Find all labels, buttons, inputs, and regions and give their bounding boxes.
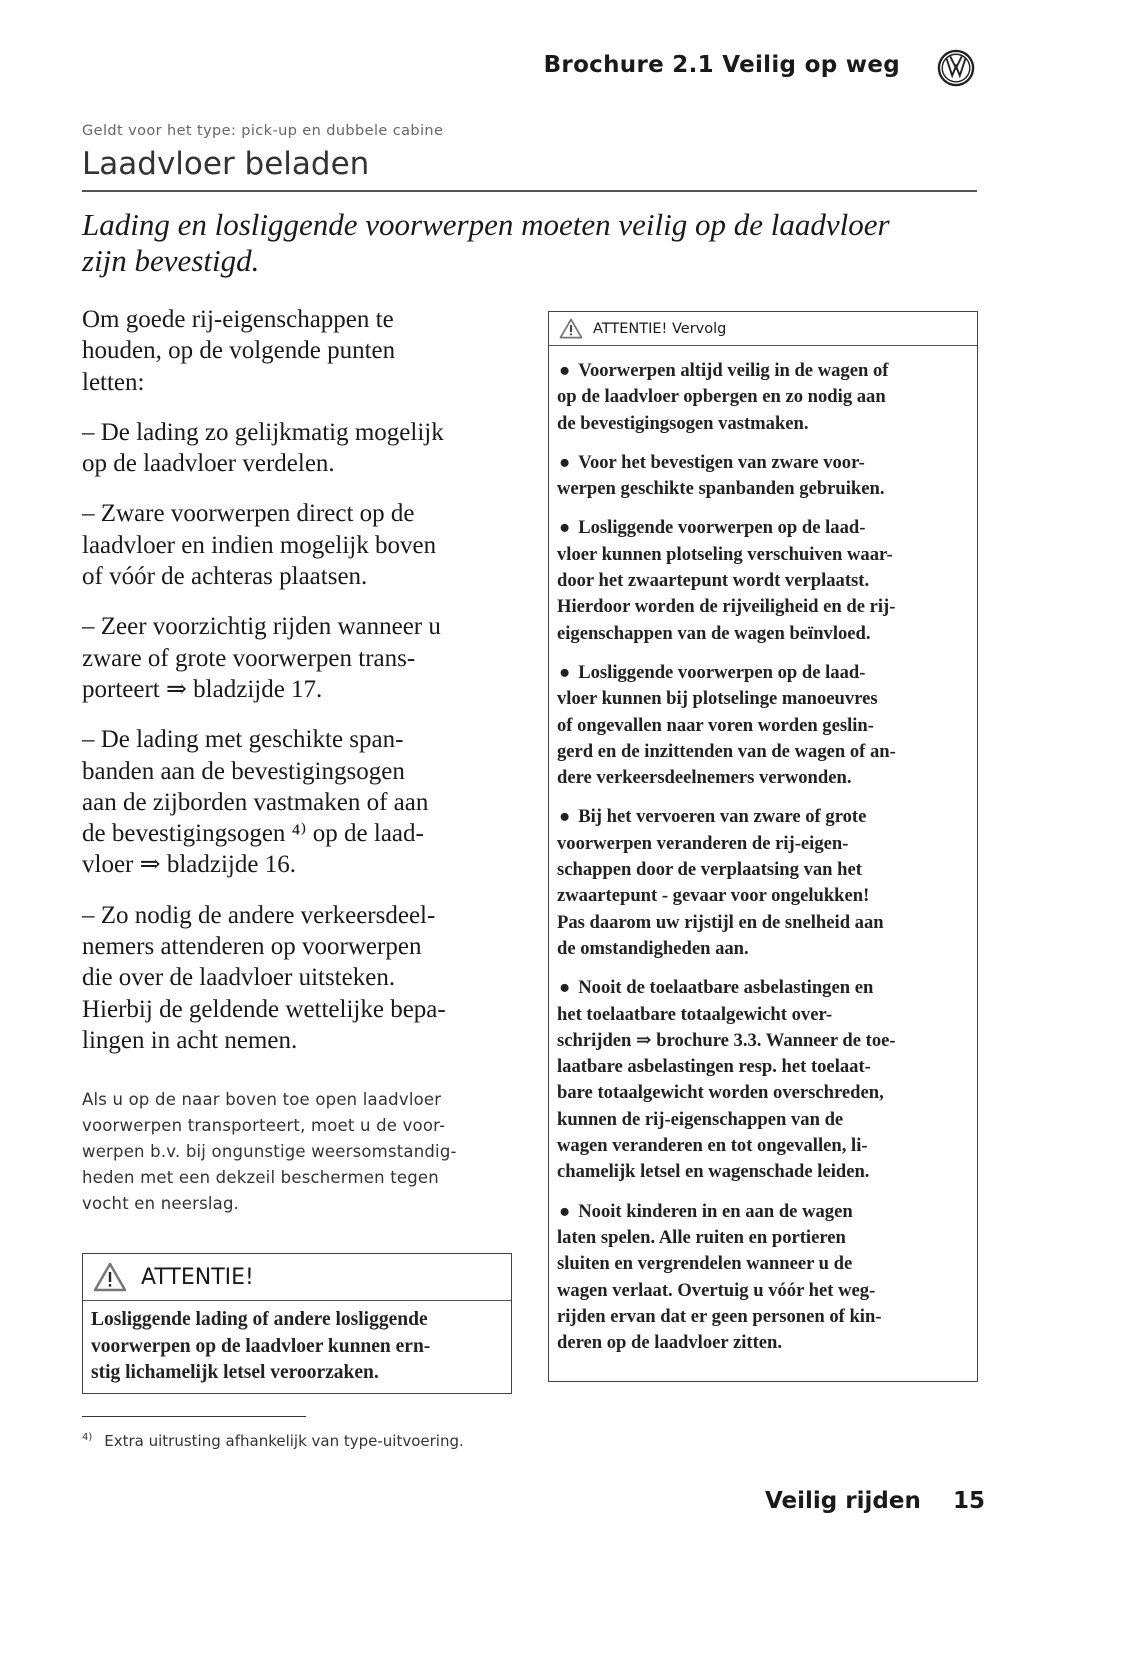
- footnote-text: Extra uitrusting afhankelijk van type-uitvoering.: [104, 1432, 464, 1450]
- warning-heading: ATTENTIE!: [141, 1264, 254, 1290]
- warning-item: [557, 450, 969, 503]
- applies-to-label: Geldt voor het type: pick-up en dubbele cabine: [82, 123, 444, 139]
- page-title: Laadvloer beladen: [82, 146, 370, 182]
- warning-item-text: Nooit kinderen in en aan de wagen laten spelen. Alle ruiten en portieren sluiten en vergrendelen wanneer u de wagen verlaat. Overtuig u vóór het weg- rijden ervan dat er geen personen of kin- deren op de laadvloer zitten.: [557, 1200, 882, 1354]
- warning-item: [557, 1199, 969, 1357]
- warning-header: [83, 1254, 511, 1301]
- subtitle: Lading en losliggende voorwerpen moeten veilig op de laadvloer zijn bevestigd.: [82, 207, 890, 278]
- footnote: [82, 1432, 464, 1450]
- warning-item: [557, 358, 969, 437]
- page-number: 15: [953, 1488, 986, 1514]
- warning-text: Losliggende lading of andere losliggende voorwerpen op de laadvloer kunnen ern- stig lichamelijk letsel veroorzaken.: [91, 1309, 431, 1383]
- footnote-marker: 4): [82, 1432, 93, 1443]
- instruction-item: – Zeer voorzichtig rijden wanneer u zware of grote voorwerpen trans- porteert ⇒ bladzijde 17.: [82, 613, 441, 703]
- warning-item-text: Losliggende voorwerpen op de laad- vloer kunnen plotseling verschuiven waar- door het zwaartepunt wordt verplaatst. Hierdoor worden de rijveiligheid en de rij- eigenschappen van de wagen beïnvloed.: [557, 517, 896, 644]
- warning-item-text: Losliggende voorwerpen op de laad- vloer kunnen bij plotselinge manoeuvres of ongevallen naar voren worden geslin- gerd en de inzittenden van de wagen of an- dere verkeersdeelnemers verwonden.: [557, 661, 896, 789]
- warning-item-text: Nooit de toelaatbare asbelastingen en het toelaatbare totaalgewicht over- schrijden ⇒ brochure 3.3. Wanneer de toe- laatbare asbelastingen resp. het toelaat- bare totaalgewicht worden overschreden, kunnen de rij-eigenschappen van de wagen veranderen en tot ongevallen, li- chamelijk letsel en wagenschade leiden.: [557, 977, 896, 1183]
- warning-item: [557, 804, 969, 962]
- chapter-footer: Veilig rijden: [765, 1488, 921, 1514]
- footnote-divider: [82, 1416, 306, 1417]
- warning-item: [557, 660, 969, 791]
- section-header: Brochure 2.1 Veilig op weg: [543, 52, 900, 78]
- warning-continued-header: [549, 312, 977, 346]
- title-divider: [82, 190, 977, 192]
- bullet-icon: ●: [559, 661, 571, 683]
- left-column: [82, 304, 522, 1217]
- instruction-item: – De lading met geschikte span- banden aan de bevestigingsogen aan de zijborden vastmaken of aan de bevestigingsogen ⁴⁾ op de laad- vloer ⇒ bladzijde 16.: [82, 726, 429, 879]
- warning-item-text: Bij het vervoeren van zware of grote voorwerpen veranderen de rij-eigen- schappen door de verplaatsing van het zwaartepunt - gevaar voor ongelukken! Pas daarom uw rijstijl en de snelheid aan de omstandigheden aan.: [557, 806, 884, 959]
- bullet-icon: ●: [559, 360, 571, 381]
- paragraph: Om goede rij-eigenschappen te houden, op de volgende punten letten:: [82, 306, 396, 396]
- warning-item-text: Voorwerpen altijd veilig in de wagen of op de laadvloer opbergen en zo nodig aan de bevestigingsogen vastmaken.: [557, 360, 889, 434]
- warning-box: [82, 1253, 512, 1394]
- bullet-icon: ●: [559, 1200, 571, 1222]
- warning-continued-heading: ATTENTIE! Vervolg: [593, 320, 727, 337]
- warning-item: [557, 515, 969, 646]
- warning-continued-box: [548, 311, 978, 1382]
- instruction-item: – Zo nodig de andere verkeersdeel- nemers attenderen op voorwerpen die over de laadvloer uitsteken. Hierbij de geldende wettelijke bepa- lingen in acht nemen.: [82, 901, 446, 1054]
- warning-triangle-icon: [93, 1262, 127, 1292]
- bullet-icon: ●: [559, 451, 571, 473]
- instruction-item: – De lading zo gelijkmatig mogelijk op de laadvloer verdelen.: [82, 418, 444, 478]
- vw-logo-icon: [937, 49, 975, 87]
- warning-triangle-icon: [559, 318, 583, 339]
- bullet-icon: ●: [559, 806, 571, 828]
- bullet-icon: ●: [559, 517, 571, 539]
- warning-item-text: Voor het bevestigen van zware voor- werpen geschikte spanbanden gebruiken.: [557, 451, 885, 500]
- note-text: Als u op de naar boven toe open laadvloer voorwerpen transporteert, moet u de voor- werpen b.v. bij ongunstige weersomstandig- heden met een dekzeil beschermen tegen vocht en neerslag.: [82, 1090, 457, 1214]
- warning-item: [557, 975, 969, 1185]
- instruction-item: – Zware voorwerpen direct op de laadvloer en indien mogelijk boven of vóór de achteras plaatsen.: [82, 500, 437, 591]
- bullet-icon: ●: [559, 977, 571, 999]
